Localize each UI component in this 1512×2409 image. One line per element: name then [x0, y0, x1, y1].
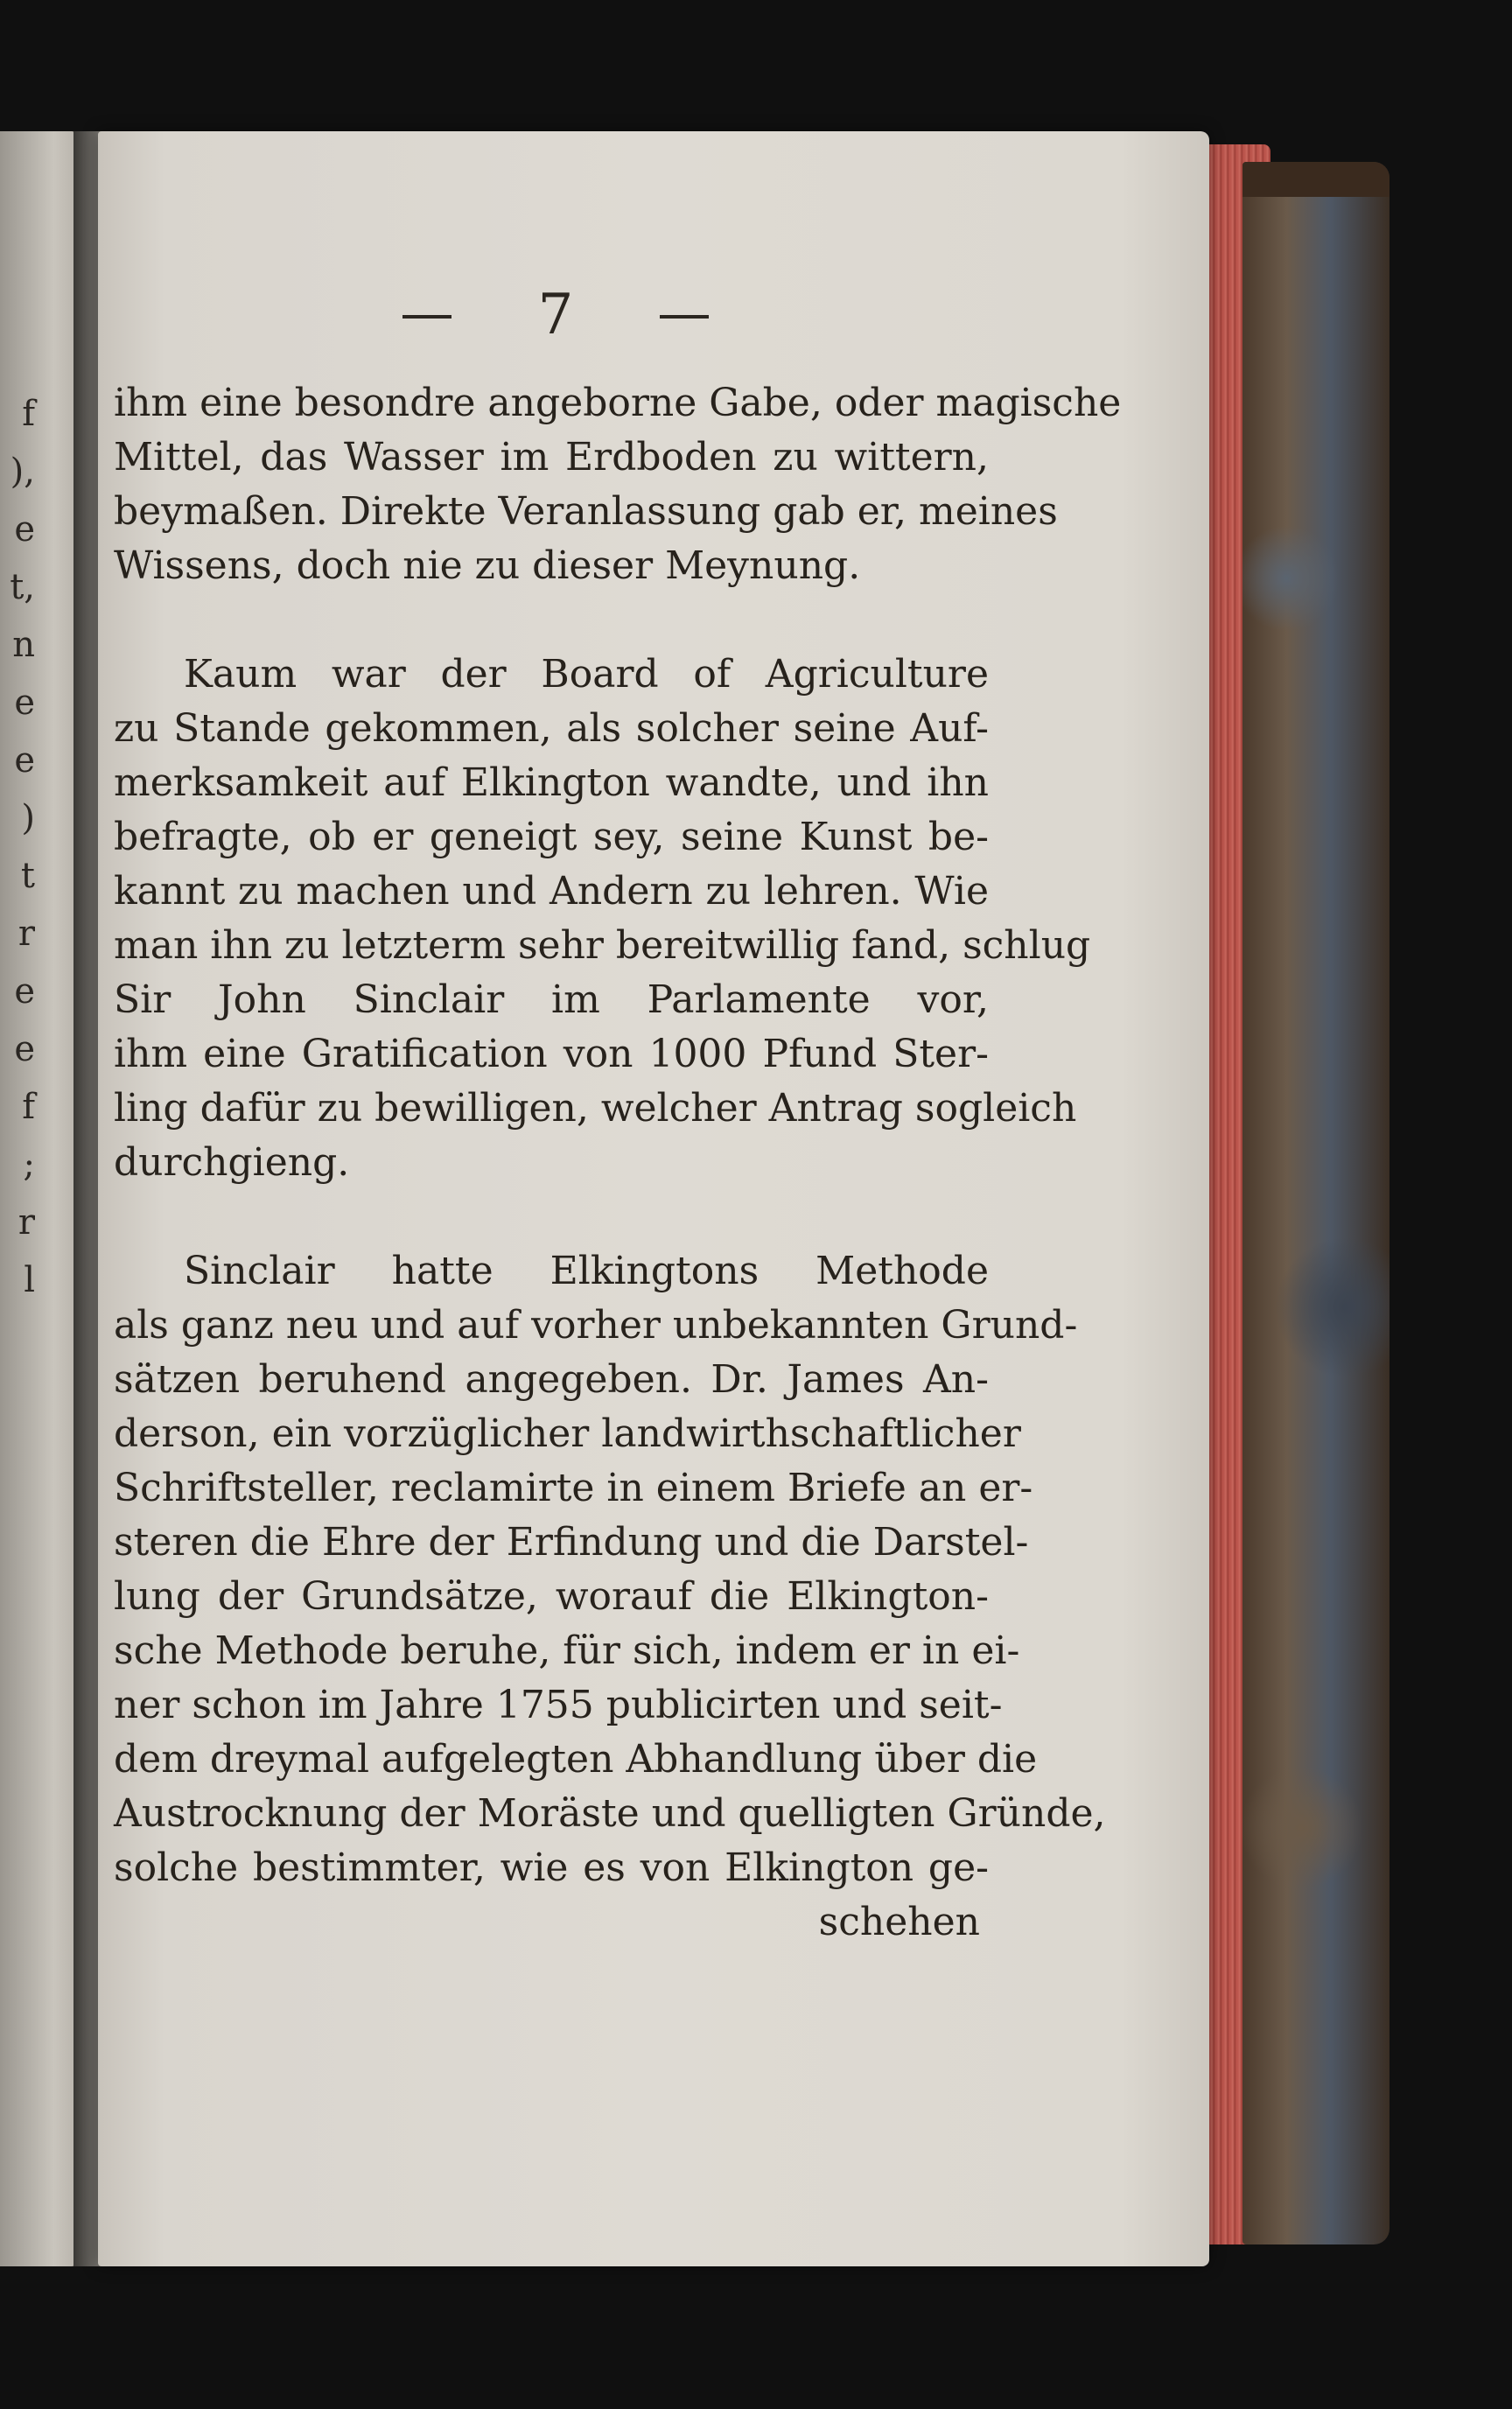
text-line: solche bestimmter, wie es von Elkington ge- — [114, 1845, 989, 1890]
text-line: Sir John Sinclair im Parlamente vor, — [114, 977, 989, 1022]
previous-page-fragment: e — [14, 971, 35, 1012]
text-line: durchgieng. — [114, 1140, 350, 1185]
paragraph-gap — [114, 1190, 989, 1244]
previous-page-fragment: e — [14, 509, 35, 550]
text-line: befragte, ob er geneigt sey, seine Kunst be- — [114, 815, 989, 859]
header-dash-left — [402, 315, 452, 319]
text-line: merksamkeit auf Elkington wandte, und ihn — [114, 760, 989, 805]
previous-page-fragment: ), — [10, 452, 35, 492]
previous-page-fragments — [0, 385, 35, 1309]
text-line: sche Methode beruhe, für sich, indem er in ei- — [114, 1628, 1020, 1673]
text-line: ihm eine besondre angeborne Gabe, oder magische — [114, 381, 1122, 425]
page-number: 7 — [537, 283, 574, 347]
text-line: man ihn zu letzterm sehr bereitwillig fand, schlug — [114, 923, 1091, 968]
text-line: steren die Ehre der Erfindung und die Darstel- — [114, 1520, 1029, 1565]
text-line: Schriftsteller, reclamirte in einem Briefe an er- — [114, 1466, 1033, 1510]
previous-page-fragment: e — [14, 683, 35, 723]
previous-page-fragment: r — [18, 914, 35, 954]
previous-page-fragment: t, — [10, 567, 35, 607]
previous-page-fragment: f — [22, 1087, 35, 1127]
text-line: lung der Grundsätze, worauf die Elkington- — [114, 1574, 989, 1619]
previous-page-fragment: e — [14, 1029, 35, 1069]
text-line: Austrocknung der Moräste und quelligten Gründe, — [114, 1791, 1106, 1836]
page-text — [114, 376, 1122, 1950]
text-line: ling dafür zu bewilligen, welcher Antrag sogleich — [114, 1086, 1077, 1131]
text-line: dem dreymal aufgelegten Abhandlung über die — [114, 1737, 1038, 1782]
text-line: Wissens, doch nie zu dieser Meynung. — [114, 543, 861, 588]
previous-page-fragment: l — [24, 1260, 35, 1300]
previous-page-fragment: f — [22, 394, 35, 434]
catchword: schehen — [818, 1900, 980, 1944]
previous-page-fragment: t — [20, 856, 35, 896]
cover-board-top — [1242, 162, 1390, 197]
text-line: als ganz neu und auf vorher unbekannten Grund- — [114, 1303, 1078, 1348]
text-line: Mittel, das Wasser im Erdboden zu wittern, — [114, 435, 989, 480]
text-line: zu Stande gekommen, als solcher seine Auf- — [114, 706, 989, 751]
marbled-cover-board — [1242, 162, 1390, 2244]
text-line: Sinclair hatte Elkingtons Methode — [184, 1249, 989, 1293]
text-line: ner schon im Jahre 1755 publicirten und seit- — [114, 1683, 1003, 1727]
previous-page-fragment: ) — [21, 798, 35, 838]
paragraph-gap — [114, 593, 989, 648]
previous-page-fragment: r — [18, 1202, 35, 1243]
text-line: sätzen beruhend angegeben. Dr. James An- — [114, 1357, 989, 1402]
previous-page-fragment: ; — [23, 1145, 35, 1185]
previous-page-fragment: e — [14, 740, 35, 781]
previous-page-fragment: n — [12, 625, 35, 665]
text-line: ihm eine Gratification von 1000 Pfund Ster- — [114, 1032, 989, 1076]
text-line: beymaßen. Direkte Veranlassung gab er, meines — [114, 489, 1058, 534]
page-header — [385, 280, 726, 350]
text-line: kannt zu machen und Andern zu lehren. Wie — [114, 869, 989, 914]
text-line: derson, ein vorzüglicher landwirthschaftlicher — [114, 1411, 1021, 1456]
text-line: Kaum war der Board of Agriculture — [184, 652, 989, 697]
header-dash-right — [660, 315, 709, 319]
